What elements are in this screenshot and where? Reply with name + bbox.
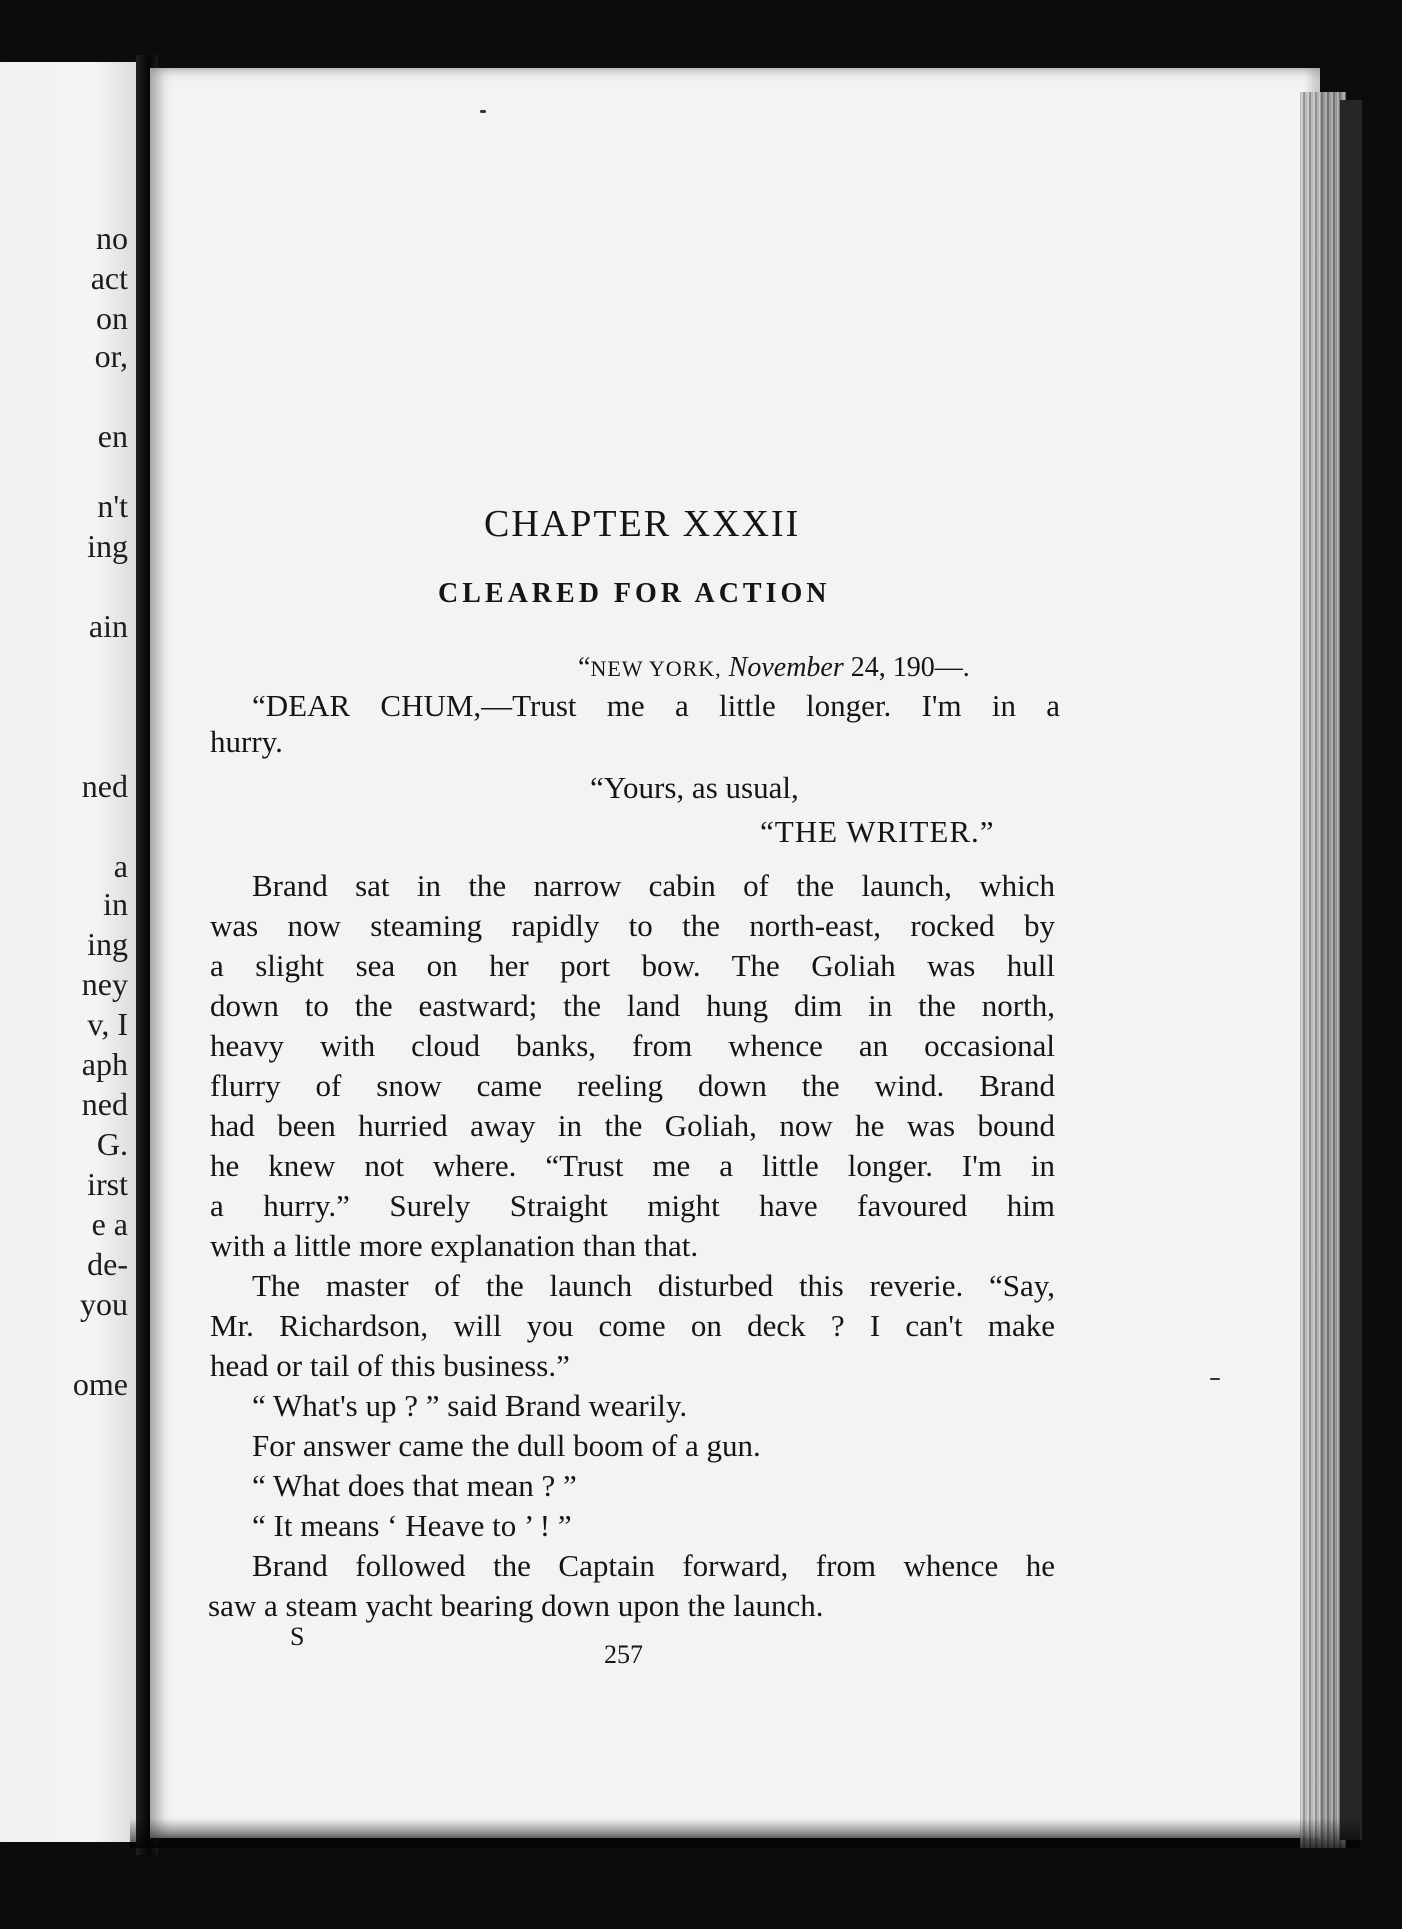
paragraph-line: Mr. Richardson, will you come on deck ? I can't make bbox=[210, 1308, 1055, 1343]
left-page-fragment: in bbox=[103, 886, 128, 922]
letter-line: “DEAR CHUM,—Trust me a little longer. I'm in a bbox=[252, 688, 1060, 723]
letter-closing: “Yours, as usual, bbox=[590, 770, 799, 805]
left-page-fragment: ney bbox=[81, 966, 128, 1002]
paragraph-line: with a little more explanation than that. bbox=[210, 1228, 699, 1263]
left-page-fragment: n't bbox=[97, 488, 128, 524]
left-page-fragment: you bbox=[80, 1286, 128, 1322]
paragraph-line: saw a steam yacht bearing down upon the launch. bbox=[208, 1588, 824, 1623]
chapter-number: CHAPTER XXXII bbox=[484, 503, 801, 545]
left-page-fragment: G. bbox=[96, 1126, 128, 1162]
paragraph-line: head or tail of this business.” bbox=[210, 1348, 570, 1383]
paragraph-line: he knew not where. “Trust me a little longer. I'm in bbox=[210, 1148, 1055, 1183]
dateline-date: November bbox=[728, 652, 844, 683]
left-page-fragment: irst bbox=[87, 1166, 128, 1202]
paragraph-line: For answer came the dull boom of a gun. bbox=[252, 1428, 761, 1463]
letter-dateline bbox=[578, 652, 970, 684]
left-page-fragment: e a bbox=[91, 1206, 128, 1242]
paragraph-line: heavy with cloud banks, from whence an occasional bbox=[210, 1028, 1055, 1063]
left-page-fragment: ned bbox=[81, 768, 128, 804]
left-page-fragment: ing bbox=[87, 926, 128, 962]
left-page-fragment: ain bbox=[88, 608, 128, 644]
letter-line: hurry. bbox=[210, 724, 283, 759]
left-page-fragment: aph bbox=[81, 1046, 128, 1082]
dateline-place: NEW YORK, bbox=[590, 656, 722, 681]
paragraph-line: Brand sat in the narrow cabin of the launch, which bbox=[252, 868, 1055, 903]
left-page-fragment: or, bbox=[94, 338, 128, 374]
paragraph-line: was now steaming rapidly to the north-east, rocked by bbox=[210, 908, 1055, 943]
left-page-fragment: de- bbox=[87, 1246, 128, 1282]
paragraph-line: a slight sea on her port bow. The Goliah was hull bbox=[210, 948, 1055, 983]
signature-mark: S bbox=[290, 1622, 305, 1651]
paragraph-line: a hurry.” Surely Straight might have favoured him bbox=[210, 1188, 1055, 1223]
left-page-fragment: en bbox=[97, 418, 128, 454]
paragraph-line: had been hurried away in the Goliah, now he was bound bbox=[210, 1108, 1055, 1143]
paragraph-line: The master of the launch disturbed this reverie. “Say, bbox=[252, 1268, 1055, 1303]
letter-signature: “THE WRITER.” bbox=[760, 814, 995, 849]
left-page-fragment: on bbox=[96, 300, 128, 336]
left-page-fragment: v, I bbox=[87, 1006, 128, 1042]
paragraph-line: “ What's up ? ” said Brand wearily. bbox=[252, 1388, 688, 1423]
paragraph-line: “ What does that mean ? ” bbox=[252, 1468, 577, 1503]
paragraph-line: Brand followed the Captain forward, from whence he bbox=[252, 1548, 1055, 1583]
left-page-fragment: ing bbox=[87, 528, 128, 564]
left-page-fragment: ome bbox=[72, 1366, 128, 1402]
left-page-fragment: ned bbox=[81, 1086, 128, 1122]
left-page-fragment: a bbox=[113, 848, 128, 884]
dateline-rest: 24, 190—. bbox=[843, 652, 970, 683]
paragraph-line: down to the eastward; the land hung dim in the north, bbox=[210, 988, 1055, 1023]
left-page-fragment: act bbox=[90, 260, 128, 296]
paragraph-line: flurry of snow came reeling down the wind. Brand bbox=[210, 1068, 1055, 1103]
chapter-title: CLEARED FOR ACTION bbox=[438, 578, 831, 609]
left-page-fragment: no bbox=[96, 220, 128, 256]
paragraph-line: “ It means ‘ Heave to ’ ! ” bbox=[252, 1508, 572, 1543]
dateline-quote: “ bbox=[578, 652, 591, 683]
page-number: 257 bbox=[604, 1640, 643, 1669]
